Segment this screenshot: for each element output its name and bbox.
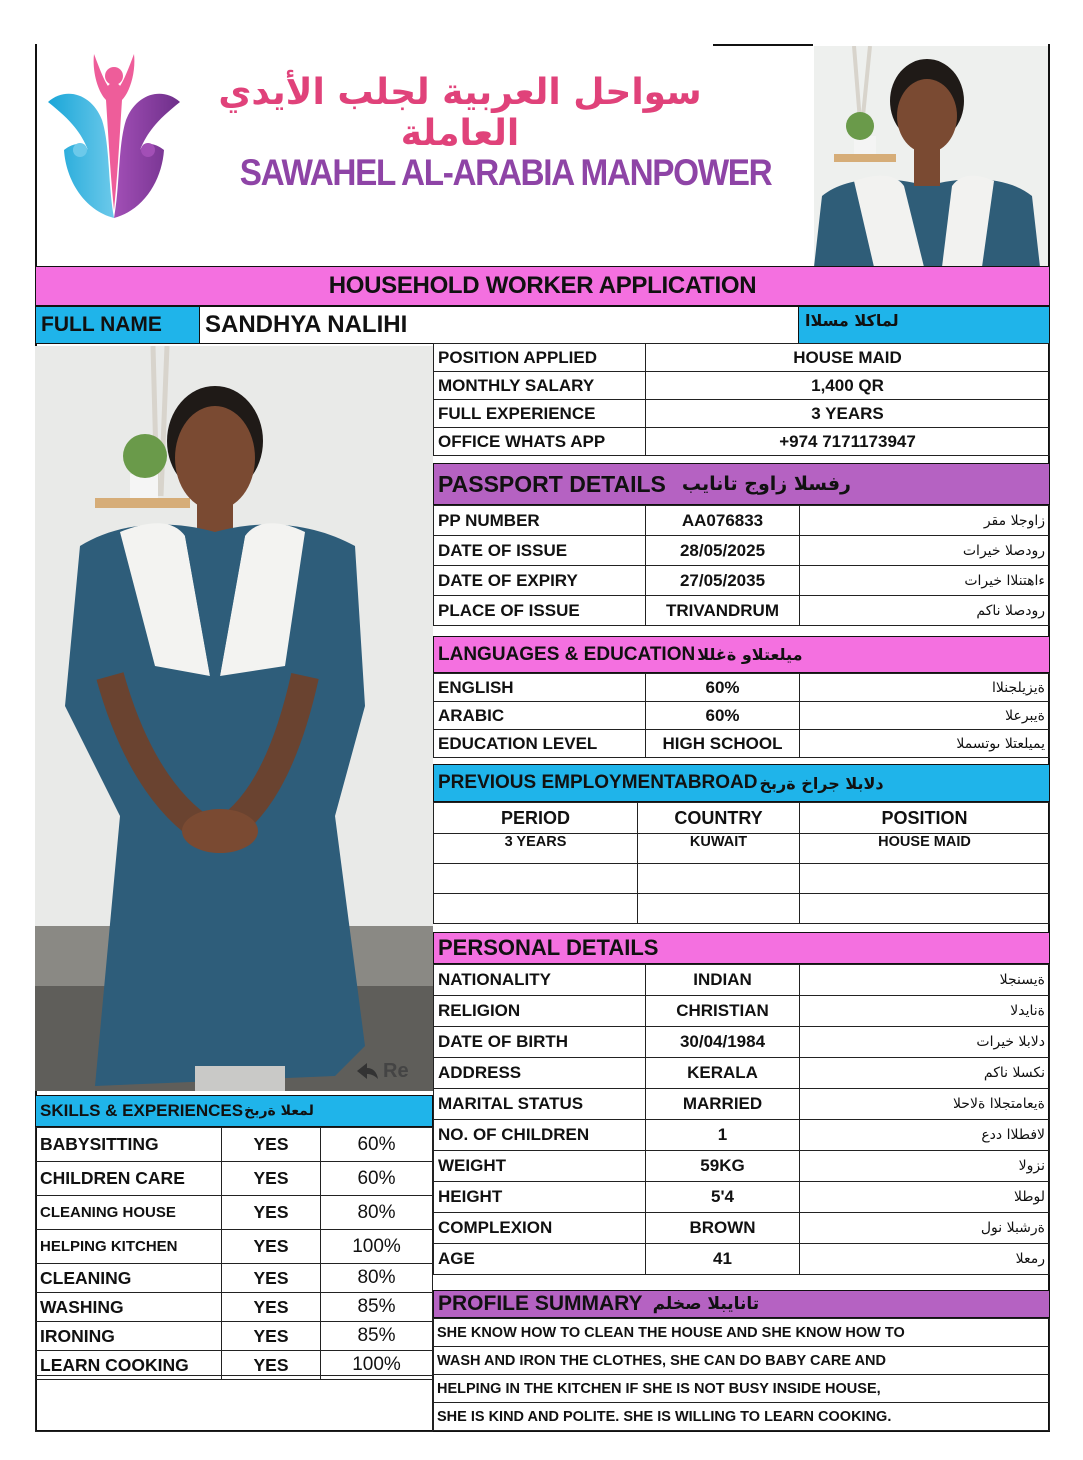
personal-row bbox=[434, 996, 1050, 1027]
field-label-arabic: نزولا bbox=[800, 1151, 1050, 1182]
skills-empty-cell bbox=[35, 1375, 433, 1432]
field-label: OFFICE WHATS APP bbox=[434, 428, 646, 456]
skill-row bbox=[36, 1322, 433, 1351]
skill-row bbox=[36, 1162, 433, 1196]
field-label: HEIGHT bbox=[434, 1182, 646, 1213]
skill-name: CLEANING bbox=[36, 1264, 222, 1293]
field-value: CHRISTIAN bbox=[646, 996, 800, 1027]
skill-name: HELPING KITCHEN bbox=[36, 1230, 222, 1264]
profile-line-row bbox=[434, 1319, 1050, 1347]
field-label: NATIONALITY bbox=[434, 965, 646, 996]
field-label-arabic: ةيزيلجنلاا bbox=[800, 674, 1050, 702]
field-label-arabic: رودصلا ناكم bbox=[800, 596, 1050, 626]
field-value: 27/05/2035 bbox=[646, 566, 800, 596]
empty-cell bbox=[638, 864, 800, 894]
worker-headshot-photo bbox=[814, 46, 1048, 267]
personal-row bbox=[434, 1120, 1050, 1151]
profile-line: WASH AND IRON THE CLOTHES, SHE CAN DO BABY CARE AND bbox=[434, 1347, 1050, 1375]
languages-row bbox=[434, 674, 1050, 702]
field-value: 60% bbox=[646, 674, 800, 702]
employment-title: PREVIOUS EMPLOYMENTABROAD bbox=[438, 772, 758, 793]
field-label-arabic: رودصلا خيرات bbox=[800, 536, 1050, 566]
skill-row bbox=[36, 1264, 433, 1293]
skill-has: YES bbox=[222, 1351, 321, 1380]
field-value: 3 YEARS bbox=[646, 400, 1050, 428]
summary-table bbox=[433, 343, 1050, 456]
passport-row bbox=[434, 506, 1050, 536]
field-label: AGE bbox=[434, 1244, 646, 1275]
skill-row bbox=[36, 1128, 433, 1162]
profile-line-row bbox=[434, 1375, 1050, 1403]
skill-name: IRONING bbox=[36, 1322, 222, 1351]
passport-row bbox=[434, 566, 1050, 596]
field-value: AA076833 bbox=[646, 506, 800, 536]
empty-cell bbox=[638, 894, 800, 924]
skills-title: SKILLS & EXPERIENCES bbox=[40, 1101, 244, 1120]
skill-has: YES bbox=[222, 1230, 321, 1264]
passport-row bbox=[434, 536, 1050, 566]
field-label: WEIGHT bbox=[434, 1151, 646, 1182]
profile-title-arabic: تانايبلا صخلم bbox=[652, 1294, 760, 1314]
photo-overlay bbox=[355, 1058, 409, 1084]
field-value: 41 bbox=[646, 1244, 800, 1275]
skill-has: YES bbox=[222, 1128, 321, 1162]
field-label: MONTHLY SALARY bbox=[434, 372, 646, 400]
skill-name: CLEANING HOUSE bbox=[36, 1196, 222, 1230]
profile-line-row bbox=[434, 1347, 1050, 1375]
skill-name: LEARN COOKING bbox=[36, 1351, 222, 1380]
languages-title: LANGUAGES & EDUCATION bbox=[438, 643, 696, 665]
passport-title-arabic: رفسلا زاوج تانايب bbox=[681, 473, 851, 495]
personal-row bbox=[434, 1027, 1050, 1058]
form-title: HOUSEHOLD WORKER APPLICATION bbox=[35, 266, 1050, 306]
field-value: 1,400 QR bbox=[646, 372, 1050, 400]
field-label-arabic: لوطلا bbox=[800, 1182, 1050, 1213]
skill-level: 85% bbox=[321, 1322, 433, 1351]
summary-row bbox=[434, 428, 1050, 456]
company-name-english: SAWAHEL AL-ARABIA MANPOWER bbox=[239, 152, 772, 193]
profile-line: SHE IS KIND AND POLITE. SHE IS WILLING TO LEARN COOKING. bbox=[434, 1403, 1050, 1431]
passport-section-header bbox=[433, 463, 1050, 505]
profile-line: SHE KNOW HOW TO CLEAN THE HOUSE AND SHE KNOW HOW TO bbox=[434, 1319, 1050, 1347]
employment-position: HOUSE MAID bbox=[800, 834, 1050, 864]
skill-level: 85% bbox=[321, 1293, 433, 1322]
field-label: PP NUMBER bbox=[434, 506, 646, 536]
field-label: EDUCATION LEVEL bbox=[434, 730, 646, 758]
personal-row bbox=[434, 1058, 1050, 1089]
empty-cell bbox=[800, 864, 1050, 894]
empty-cell bbox=[434, 894, 638, 924]
field-value: KERALA bbox=[646, 1058, 800, 1089]
personal-row bbox=[434, 1151, 1050, 1182]
field-label-arabic: ةيعامتجلاا ةلاحلا bbox=[800, 1089, 1050, 1120]
field-label: DATE OF EXPIRY bbox=[434, 566, 646, 596]
field-label: POSITION APPLIED bbox=[434, 344, 646, 372]
skill-has: YES bbox=[222, 1293, 321, 1322]
personal-row bbox=[434, 1244, 1050, 1275]
personal-title: PERSONAL DETAILS bbox=[438, 935, 659, 960]
summary-row bbox=[434, 400, 1050, 428]
profile-section-header bbox=[433, 1290, 1050, 1318]
employment-country: KUWAIT bbox=[638, 834, 800, 864]
skill-level: 60% bbox=[321, 1162, 433, 1196]
employment-section-header bbox=[433, 764, 1050, 802]
skill-name: CHILDREN CARE bbox=[36, 1162, 222, 1196]
personal-section-header bbox=[433, 932, 1050, 964]
languages-row bbox=[434, 702, 1050, 730]
column-header: POSITION bbox=[800, 803, 1050, 834]
field-label-arabic: ةرشبلا نول bbox=[800, 1213, 1050, 1244]
employment-header-row bbox=[434, 803, 1050, 834]
field-label-arabic: ةنايدلا bbox=[800, 996, 1050, 1027]
personal-row bbox=[434, 965, 1050, 996]
field-label-arabic: زاوجلا مقر bbox=[800, 506, 1050, 536]
personal-table bbox=[433, 964, 1050, 1275]
skill-row bbox=[36, 1293, 433, 1322]
company-logo bbox=[44, 50, 184, 222]
summary-row bbox=[434, 344, 1050, 372]
field-label: COMPLEXION bbox=[434, 1213, 646, 1244]
field-value: MARRIED bbox=[646, 1089, 800, 1120]
logo-figures-icon bbox=[44, 50, 184, 222]
skill-level: 80% bbox=[321, 1196, 433, 1230]
worker-full-body-photo bbox=[35, 346, 433, 1091]
full-name-label: FULL NAME bbox=[35, 306, 200, 344]
column-header: PERIOD bbox=[434, 803, 638, 834]
field-label-arabic: لافطلاا ددع bbox=[800, 1120, 1050, 1151]
skill-has: YES bbox=[222, 1322, 321, 1351]
profile-title: PROFILE SUMMARY bbox=[438, 1292, 643, 1315]
column-header: COUNTRY bbox=[638, 803, 800, 834]
empty-cell bbox=[800, 894, 1050, 924]
skill-has: YES bbox=[222, 1264, 321, 1293]
field-label-arabic: ءاهتنلاا خيرات bbox=[800, 566, 1050, 596]
personal-row bbox=[434, 1213, 1050, 1244]
profile-summary-table bbox=[433, 1318, 1050, 1431]
full-name-value: SANDHYA NALIHI bbox=[199, 306, 799, 344]
employment-period: 3 YEARS bbox=[434, 834, 638, 864]
field-value: 5'4 bbox=[646, 1182, 800, 1213]
field-value: 59KG bbox=[646, 1151, 800, 1182]
profile-line-row bbox=[434, 1403, 1050, 1431]
employment-empty-row bbox=[434, 864, 1050, 894]
field-label: DATE OF ISSUE bbox=[434, 536, 646, 566]
languages-section-header bbox=[433, 636, 1050, 673]
field-label: ADDRESS bbox=[434, 1058, 646, 1089]
field-value: 60% bbox=[646, 702, 800, 730]
passport-row bbox=[434, 596, 1050, 626]
field-value: HIGH SCHOOL bbox=[646, 730, 800, 758]
employment-row bbox=[434, 834, 1050, 864]
employment-table bbox=[433, 802, 1050, 924]
skill-level: 100% bbox=[321, 1351, 433, 1380]
field-label: ENGLISH bbox=[434, 674, 646, 702]
personal-row bbox=[434, 1182, 1050, 1213]
skill-level: 100% bbox=[321, 1230, 433, 1264]
skill-row bbox=[36, 1196, 433, 1230]
profile-line: HELPING IN THE KITCHEN IF SHE IS NOT BUSY INSIDE HOUSE, bbox=[434, 1375, 1050, 1403]
field-label-arabic: ةيسنجلا bbox=[800, 965, 1050, 996]
photo-overlay-text: Re bbox=[383, 1060, 409, 1082]
company-name-arabic: سواحل العربية لجلب الأيدي العاملة bbox=[218, 72, 702, 154]
summary-row bbox=[434, 372, 1050, 400]
field-value: 1 bbox=[646, 1120, 800, 1151]
field-label-arabic: ةيبرعلا bbox=[800, 702, 1050, 730]
full-name-label-arabic: لماكلا مسلاا bbox=[798, 306, 1050, 344]
field-label-arabic: نكسلا ناكم bbox=[800, 1058, 1050, 1089]
field-value: +974 7171173947 bbox=[646, 428, 1050, 456]
field-label: FULL EXPERIENCE bbox=[434, 400, 646, 428]
skill-has: YES bbox=[222, 1162, 321, 1196]
passport-table bbox=[433, 505, 1050, 626]
field-value: HOUSE MAID bbox=[646, 344, 1050, 372]
field-value: 30/04/1984 bbox=[646, 1027, 800, 1058]
skills-title-arabic: لمعلا ةربخ bbox=[244, 1103, 314, 1119]
languages-row bbox=[434, 730, 1050, 758]
field-label: ARABIC bbox=[434, 702, 646, 730]
skill-level: 80% bbox=[321, 1264, 433, 1293]
skills-table bbox=[35, 1127, 433, 1380]
employment-empty-row bbox=[434, 894, 1050, 924]
field-label: PLACE OF ISSUE bbox=[434, 596, 646, 626]
skill-name: WASHING bbox=[36, 1293, 222, 1322]
skill-row bbox=[36, 1230, 433, 1264]
field-label-arabic: يميلعتلا ىوتسملا bbox=[800, 730, 1050, 758]
empty-cell bbox=[434, 864, 638, 894]
languages-title-arabic: ميلعتلاو ةغللا bbox=[697, 645, 803, 664]
reply-arrow-icon bbox=[355, 1061, 379, 1081]
skills-section-header bbox=[35, 1095, 433, 1127]
field-label-arabic: رمعلا bbox=[800, 1244, 1050, 1275]
languages-table bbox=[433, 673, 1050, 758]
skill-name: BABYSITTING bbox=[36, 1128, 222, 1162]
header-divider bbox=[713, 44, 813, 46]
personal-row bbox=[434, 1089, 1050, 1120]
skill-level: 60% bbox=[321, 1128, 433, 1162]
passport-title: PASSPORT DETAILS bbox=[438, 470, 666, 497]
field-value: INDIAN bbox=[646, 965, 800, 996]
employment-title-arabic: دلابلا جراخ ةربخ bbox=[759, 773, 884, 793]
field-value: 28/05/2025 bbox=[646, 536, 800, 566]
field-value: BROWN bbox=[646, 1213, 800, 1244]
field-label: MARITAL STATUS bbox=[434, 1089, 646, 1120]
skill-has: YES bbox=[222, 1196, 321, 1230]
field-label: RELIGION bbox=[434, 996, 646, 1027]
field-label-arabic: دلابلا خيرات bbox=[800, 1027, 1050, 1058]
field-value: TRIVANDRUM bbox=[646, 596, 800, 626]
field-label: DATE OF BIRTH bbox=[434, 1027, 646, 1058]
field-label: NO. OF CHILDREN bbox=[434, 1120, 646, 1151]
